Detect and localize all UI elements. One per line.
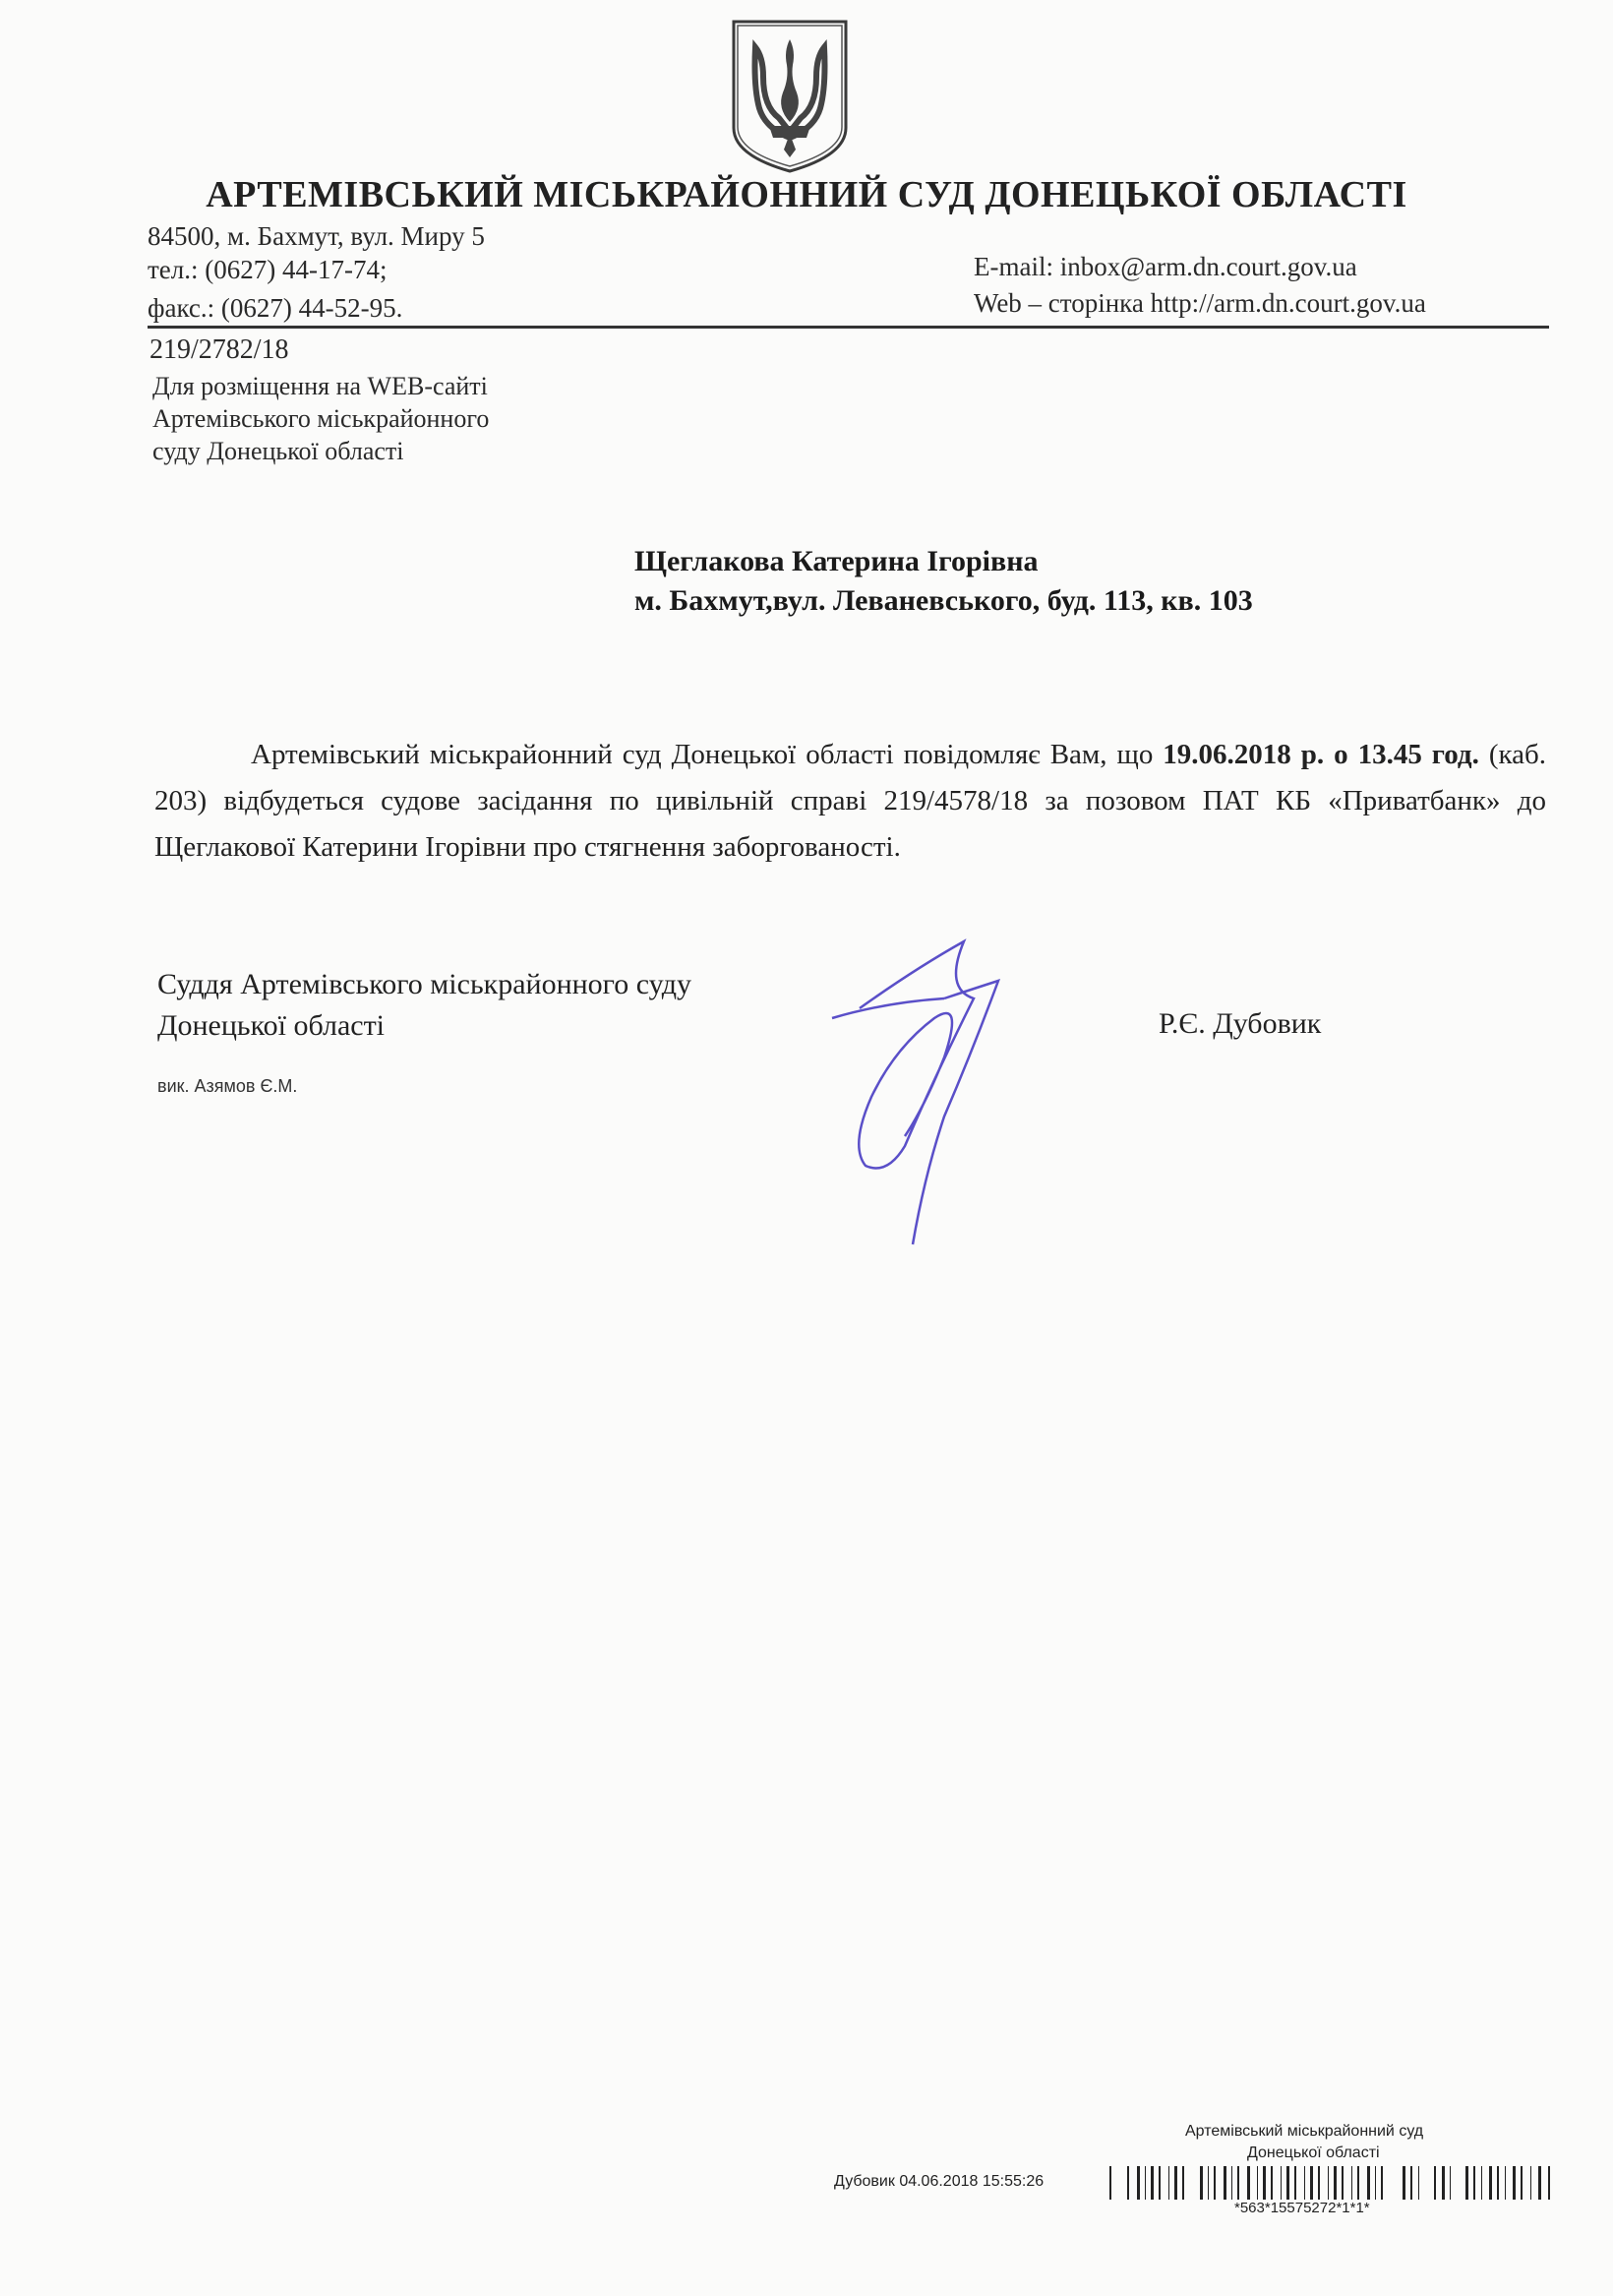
hearing-datetime: 19.06.2018 р. о 13.45 год.: [1163, 739, 1479, 770]
recipient-address: м. Бахмут,вул. Леваневського, буд. 113, кв. 103: [634, 584, 1253, 617]
court-address: 84500, м. Бахмут, вул. Миру 5: [148, 221, 485, 251]
web-note-line2: Артемівського міськрайонного: [152, 404, 490, 433]
judge-title-line2: Донецької області: [157, 1009, 386, 1042]
stamp-court-line1: Артемівський міськрайонний суд: [1185, 2123, 1424, 2140]
judge-name: Р.Є. Дубовик: [1159, 1007, 1322, 1040]
signature-icon: [826, 930, 1023, 1254]
barcode: [1109, 2166, 1562, 2200]
stamp-court-line2: Донецької області: [1247, 2145, 1380, 2161]
court-phone: тел.: (0627) 44-17-74;: [148, 255, 388, 284]
web-note-line3: суду Донецької області: [152, 437, 404, 465]
web-note-line1: Для розміщення на WEB-сайті: [152, 372, 488, 400]
executor-note: вик. Азямов Є.М.: [157, 1076, 298, 1096]
notice-text-end: (каб. 203) відбудеться судове засідання по цивільній справі 219/4578/18 за позовом ПАТ КБ «Приватбанк» до Щеглакової Катерини Ігорівни про стягнення заборгованості.: [154, 739, 1546, 863]
court-name-heading: АРТЕМІВСЬКИЙ МІСЬКРАЙОННИЙ СУД ДОНЕЦЬКОЇ ОБЛАСТІ: [206, 174, 1407, 215]
court-website: Web – сторінка http://arm.dn.court.gov.ua: [974, 288, 1426, 318]
notice-text-start: Артемівський міськрайонний суд Донецької області повідомляє Вам, що: [251, 739, 1164, 770]
stamp-timestamp: Дубовик 04.06.2018 15:55:26: [834, 2173, 1045, 2190]
reference-number: 219/2782/18: [149, 334, 289, 365]
recipient-name: Щеглакова Катерина Ігорівна: [634, 545, 1039, 577]
header-divider: [148, 326, 1549, 329]
court-fax: факс.: (0627) 44-52-95.: [148, 293, 403, 323]
barcode-number: *563*15575272*1*1*: [1234, 2200, 1370, 2216]
court-email: E-mail: inbox@arm.dn.court.gov.ua: [974, 252, 1357, 281]
notice-paragraph: [154, 732, 1546, 871]
judge-title-line1: Суддя Артемівського міськрайонного суду: [157, 968, 692, 1000]
coat-of-arms-icon: [730, 18, 850, 175]
